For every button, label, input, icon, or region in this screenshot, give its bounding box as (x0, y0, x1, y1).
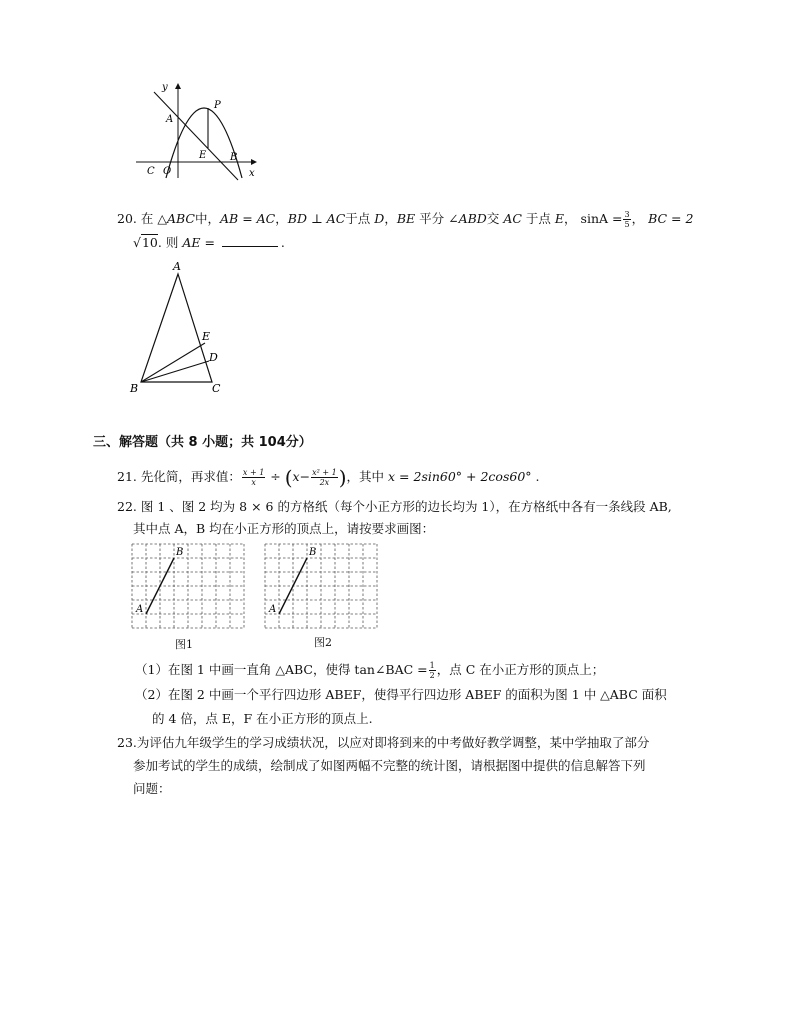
q22-sub2-line2: 的 4 倍，点 E，F 在小正方形的顶点上. (152, 711, 373, 726)
grid-figure-1 (130, 542, 248, 632)
tri-label-A: A (173, 260, 181, 273)
section-title: 三、解答题（共 8 小题；共 104分） (93, 435, 312, 450)
q23-line3: 问题： (133, 781, 171, 796)
sin-fraction: $\frac{3}{5}$ (624, 210, 630, 229)
label-C: C (147, 166, 155, 177)
parabola-figure (132, 78, 262, 182)
label-x: x (249, 168, 255, 179)
segment-BD (141, 361, 209, 382)
q20-number: 20. (117, 211, 137, 226)
tri-label-C: C (212, 382, 221, 395)
q20-line2: √10. 则 AE = . (133, 235, 285, 250)
q23-number: 23. (117, 735, 137, 750)
label-E: E (199, 150, 207, 161)
label-A: A (166, 114, 174, 125)
label-B: B (230, 152, 238, 163)
fig2-caption: 图2 (314, 636, 332, 649)
triangle-figure (126, 258, 226, 398)
q22-line1: 22. 图 1 、图 2 均为 8 × 6 的方格纸（每个小正方形的边长均为 1），在方格纸中各有一条线段 AB, (117, 499, 672, 514)
label-y: y (162, 82, 168, 93)
q22-sub1: （1）在图 1 中画一直角 △ABC，使得 tan∠BAC = $\frac{1}{2}$ ，点 C 在小正方形的顶点上； (135, 661, 605, 680)
grid1-label-B: B (176, 547, 184, 558)
answer-blank (222, 234, 278, 247)
triangle-ABC (141, 274, 212, 382)
q23-line1: 23.为评估九年级学生的学习成绩状况，以应对即将到来的中考做好教学调整，某中学抽取了部分 (117, 735, 650, 750)
q23-line2: 参加考试的学生的成绩，绘制成了如图两幅不完整的统计图，请根据图中提供的信息解答下列 (133, 758, 646, 773)
tri-label-B: B (130, 382, 139, 395)
grid2-label-B: B (309, 547, 317, 558)
label-P: P (214, 100, 221, 111)
q20-line1: 20. 在 △ABC中，AB = AC，BD ⊥ AC于点 D，BE 平分 ∠ABD交 AC 于点 E， sinA = $\frac{3}{5}$ ， BC = 2 (117, 210, 694, 229)
grid1-label-A: A (136, 604, 144, 615)
q22-line2: 其中点 A，B 均在小正方形的顶点上，请按要求画图： (133, 521, 435, 536)
fig1-caption: 图1 (175, 638, 193, 651)
parabola-curve (166, 108, 242, 178)
q22-number: 22. (117, 499, 137, 514)
q22-sub2-line1: （2）在图 2 中画一个平行四边形 ABEF，使得平行四边形 ABEF 的面积为图 1 中 △ABC 面积 (135, 687, 667, 702)
q21-number: 21. (117, 469, 137, 484)
grid-figure-2 (263, 542, 381, 632)
label-O: O (163, 166, 172, 177)
tri-label-E: E (202, 330, 211, 343)
q21-line: 21. 先化简，再求值： $\frac{x + 1}{x}$ ÷ (x− $\frac{\text{x² + 1}}{2x}$ )，其中 x = 2sin60° + 2cos60° . (117, 465, 540, 490)
tri-label-D: D (209, 351, 218, 364)
grid2-label-A: A (269, 604, 277, 615)
segment-BE (141, 343, 205, 382)
